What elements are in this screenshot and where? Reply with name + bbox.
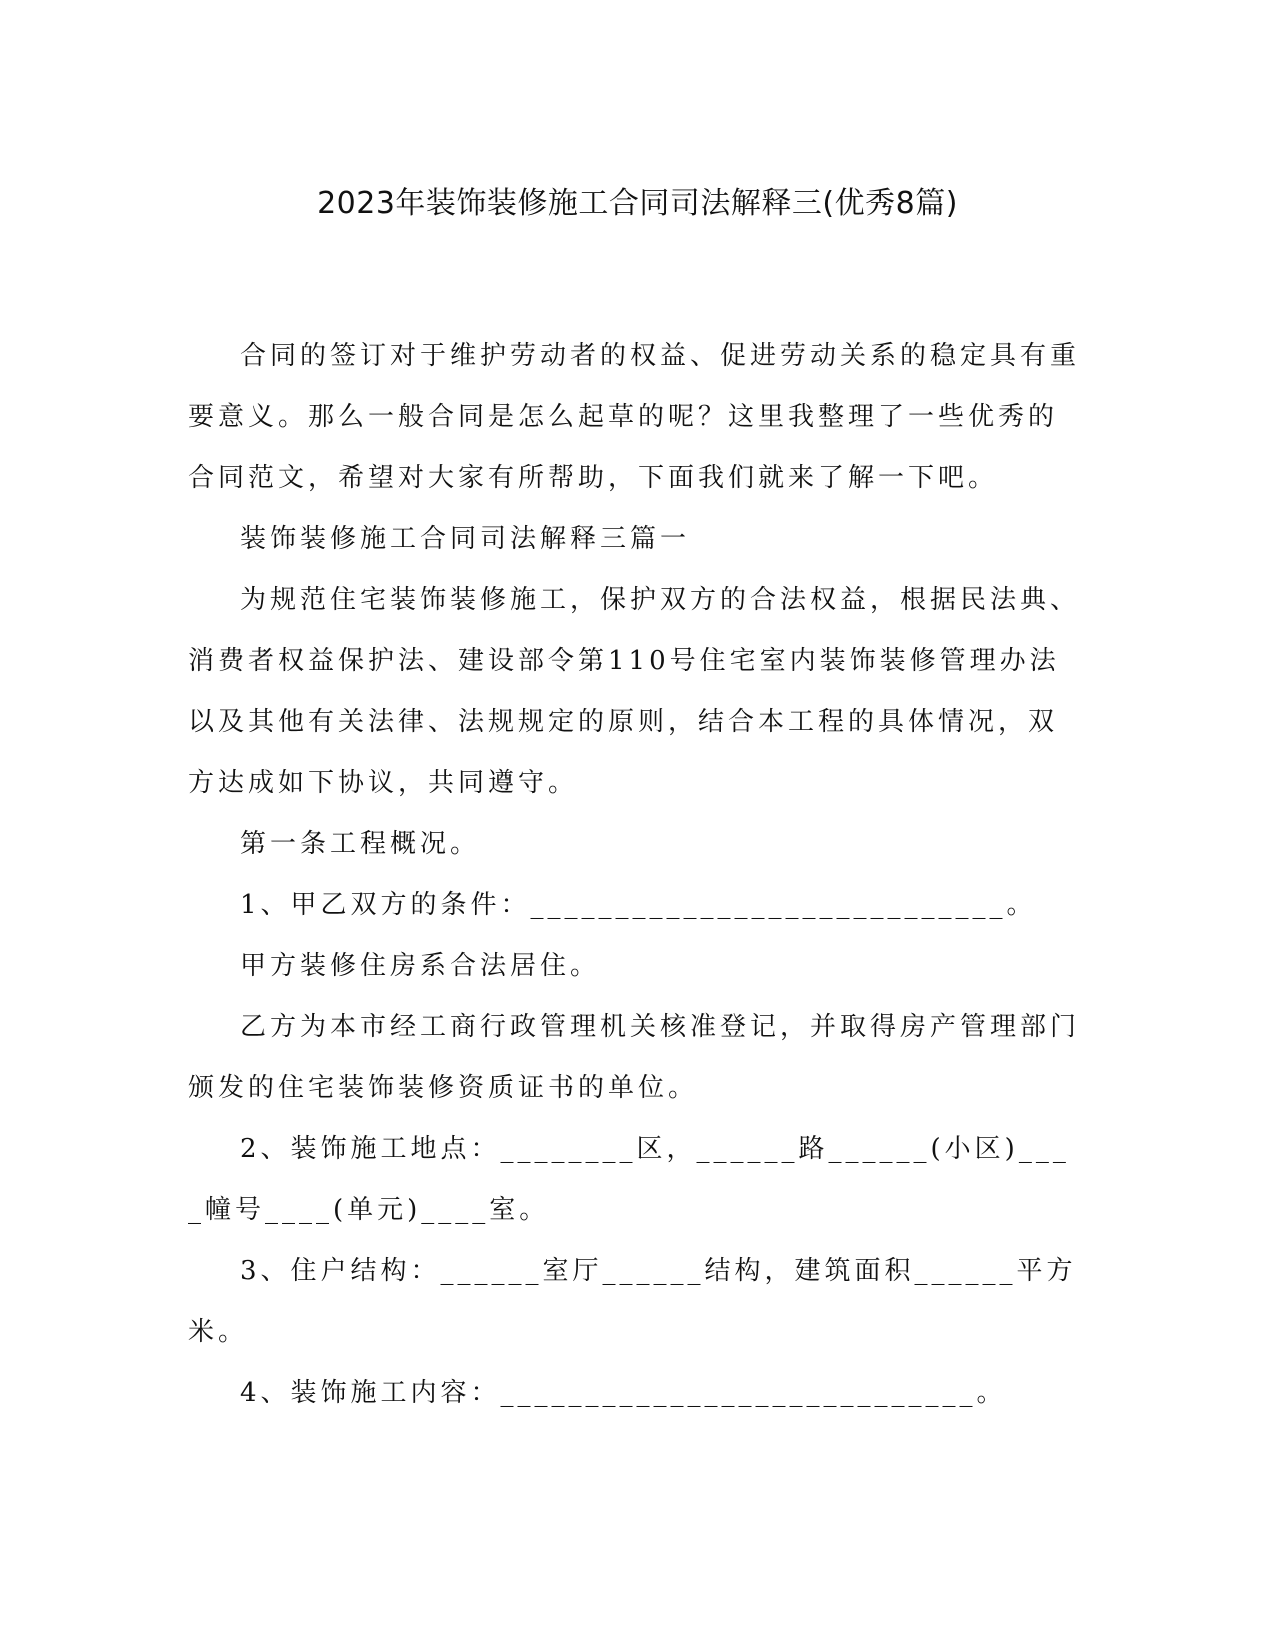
paragraph-item-3: 3、住户结构：______室厅______结构，建筑面积______平方米。: [188, 1256, 1077, 1347]
paragraph-article-one: 第一条工程概况。: [240, 829, 481, 859]
paragraph-preamble: 为规范住宅装饰装修施工，保护双方的合法权益，根据民法典、消费者权益保护法、建设部令第110号住宅室内装饰装修管理办法以及其他有关法律、法规规定的原则，结合本工程的具体情况，双方达成如下协议，共同遵守。: [188, 585, 1081, 798]
paragraph-item-2: 2、装饰施工地点：________区，______路______(小区)____幢号____(单元)____室。: [188, 1134, 1070, 1225]
paragraph-party-a: 甲方装修住房系合法居住。: [240, 951, 601, 981]
paragraph-item-4: 4、装饰施工内容：____________________________。: [240, 1378, 1007, 1408]
paragraph-party-b: 乙方为本市经工商行政管理机关核准登记，并取得房产管理部门颁发的住宅装饰装修资质证书的单位。: [188, 1012, 1081, 1103]
paragraph-intro: 合同的签订对于维护劳动者的权益、促进劳动关系的稳定具有重要意义。那么一般合同是怎么起草的呢？这里我整理了一些优秀的合同范文，希望对大家有所帮助，下面我们就来了解一下吧。: [188, 341, 1081, 493]
paragraph-item-1: 1、甲乙双方的条件：____________________________。: [240, 890, 1037, 920]
document-title: 2023年装饰装修施工合同司法解释三(优秀8篇): [317, 186, 958, 221]
paragraph-section-heading: 装饰装修施工合同司法解释三篇一: [240, 524, 691, 554]
document-body: [188, 326, 1083, 1424]
